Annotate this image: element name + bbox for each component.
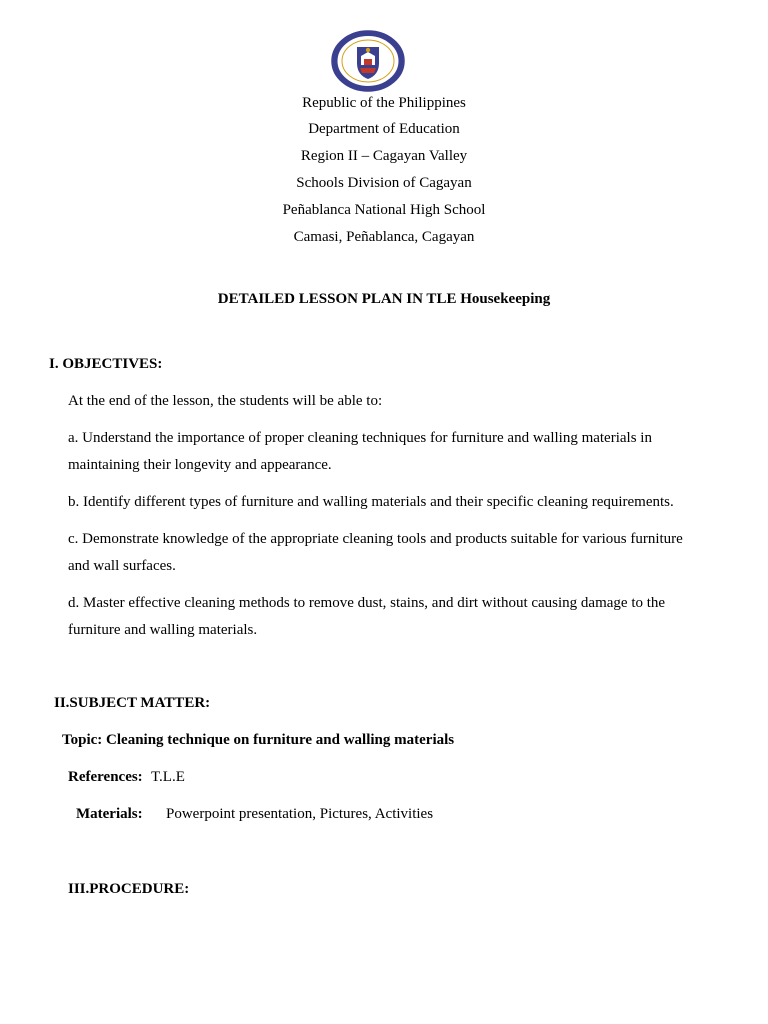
objectives-intro: At the end of the lesson, the students will be able to: xyxy=(68,393,383,409)
header-region: Region II – Cagayan Valley xyxy=(300,148,468,164)
header-department: Department of Education xyxy=(308,121,460,137)
materials-label: Materials: xyxy=(76,806,143,822)
materials-value: Powerpoint presentation, Pictures, Activities xyxy=(166,806,434,822)
references-value: T.L.E xyxy=(151,769,185,785)
objective-item-c: c. Demonstrate knowledge of the appropriate cleaning tools and products suitable for various furniture and wall surfaces. xyxy=(68,531,683,574)
header-address: Camasi, Peñablanca, Cagayan xyxy=(293,229,475,245)
objectives-heading: I. OBJECTIVES: xyxy=(49,356,163,372)
subject-matter-heading: II.SUBJECT MATTER: xyxy=(54,695,211,711)
objective-item-a: a. Understand the importance of proper cleaning techniques for furniture and walling materials in maintaining their longevity and appearance. xyxy=(68,430,652,473)
procedure-heading: III.PROCEDURE: xyxy=(68,881,190,897)
header-division: Schools Division of Cagayan xyxy=(296,175,472,191)
document-title: DETAILED LESSON PLAN IN TLE Housekeeping xyxy=(217,291,551,307)
objective-item-d: d. Master effective cleaning methods to remove dust, stains, and dirt without causing damage to the furniture and walling materials. xyxy=(68,595,666,638)
header-school: Peñablanca National High School xyxy=(282,202,486,218)
objective-item-b: b. Identify different types of furniture and walling materials and their specific cleaning requirements. xyxy=(68,494,674,510)
deped-seal-icon xyxy=(331,30,405,92)
references-label: References: xyxy=(68,769,143,785)
header-country: Republic of the Philippines xyxy=(302,95,466,111)
topic-line: Topic: Cleaning technique on furniture and walling materials xyxy=(62,732,455,748)
